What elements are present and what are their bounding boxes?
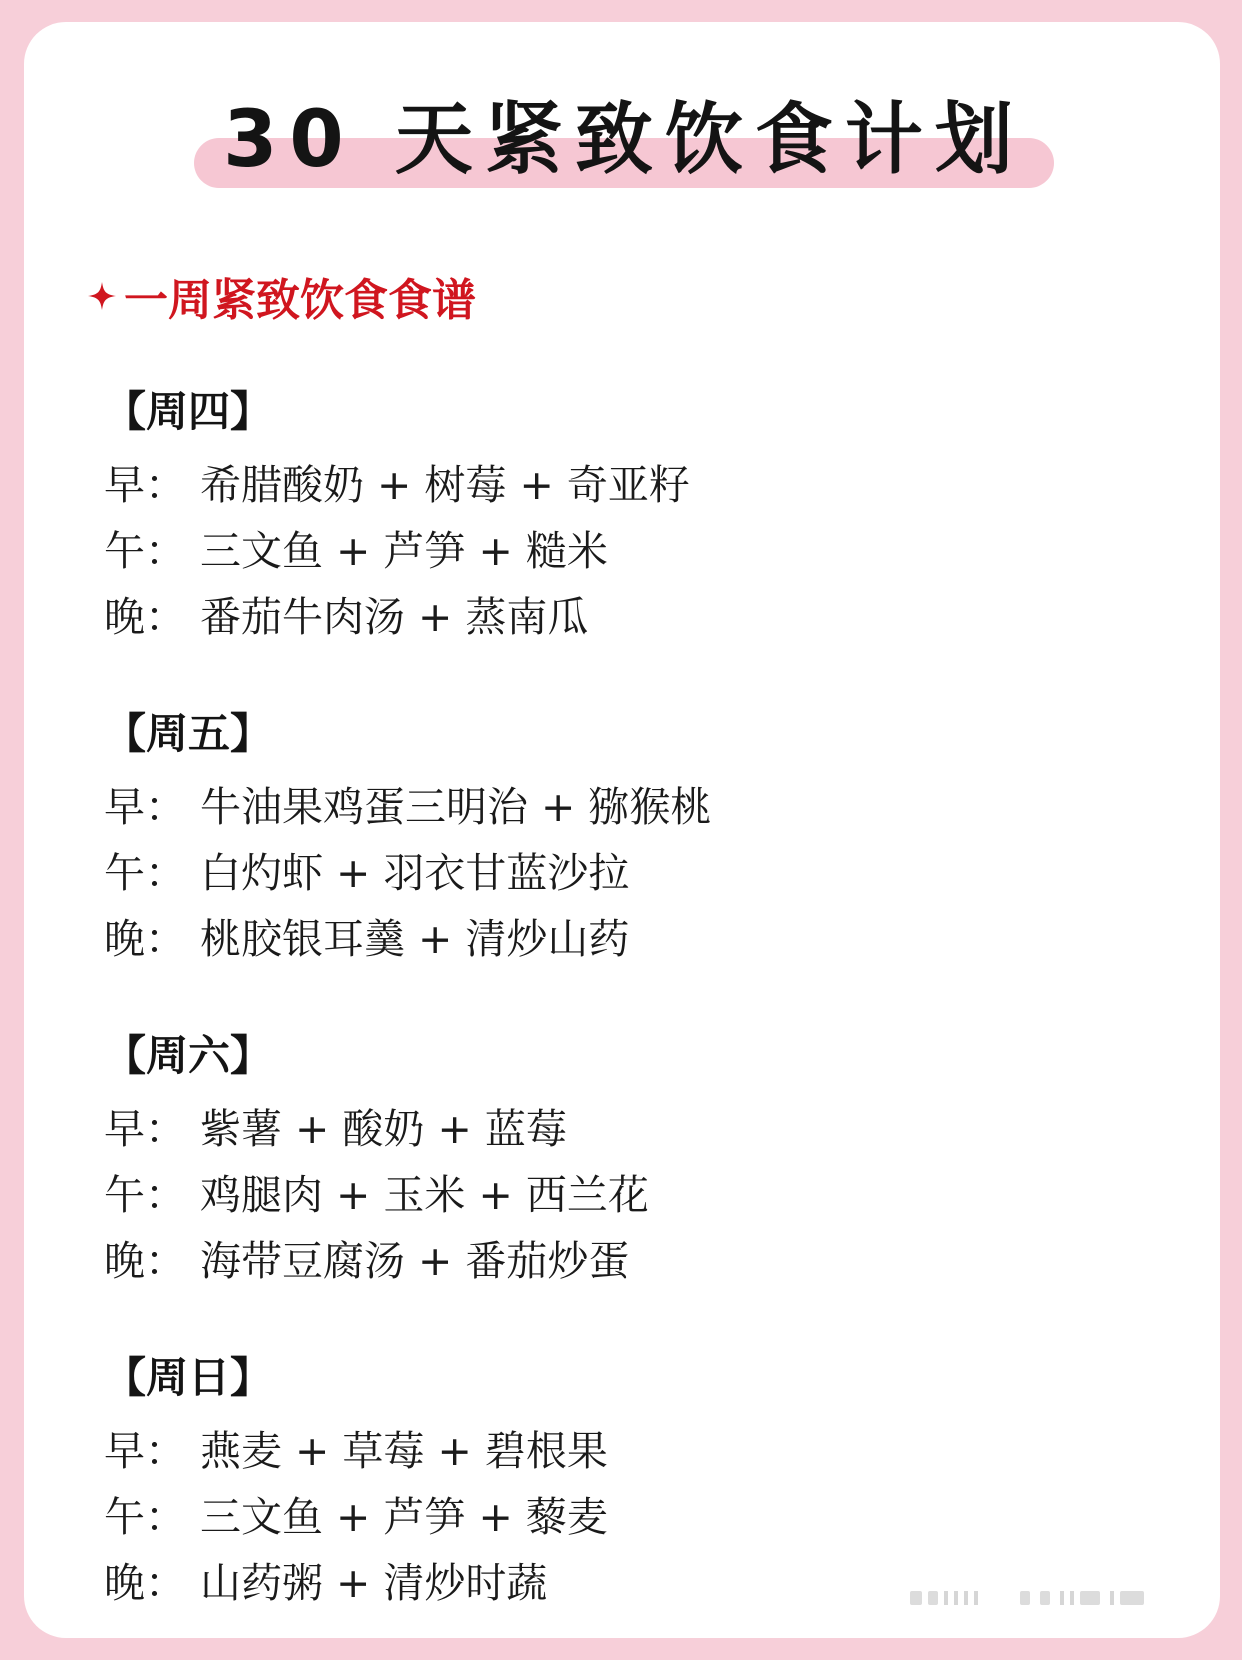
meal-label: 早： <box>104 1104 186 1153</box>
meal-row-breakfast <box>104 770 1104 836</box>
day-block-friday <box>104 704 1104 1026</box>
meal-row-lunch <box>104 1480 1104 1546</box>
meal-text: 希腊酸奶 + 树莓 + 奇亚籽 <box>200 460 690 509</box>
meal-label: 晚： <box>104 1236 186 1285</box>
day-header: 【周六】 <box>104 1031 273 1080</box>
meal-text: 鸡腿肉 + 玉米 + 西兰花 <box>200 1170 649 1219</box>
meal-row-lunch <box>104 1158 1104 1224</box>
meal-text: 牛油果鸡蛋三明治 + 猕猴桃 <box>200 782 712 831</box>
content-card <box>24 22 1220 1638</box>
meal-row-breakfast <box>104 1414 1104 1480</box>
meal-text: 三文鱼 + 芦笋 + 糙米 <box>200 526 608 575</box>
title-block <box>194 90 1054 190</box>
day-header: 【周五】 <box>104 709 273 758</box>
meal-label: 午： <box>104 1170 186 1219</box>
meal-label: 午： <box>104 1492 186 1541</box>
meal-label: 早： <box>104 1426 186 1475</box>
meal-text: 白灼虾 + 羽衣甘蓝沙拉 <box>200 848 630 897</box>
day-header: 【周日】 <box>104 1353 273 1402</box>
meal-label: 晚： <box>104 1558 186 1607</box>
section-title-text: 一周紧致饮食食谱 <box>124 275 476 326</box>
meal-text: 三文鱼 + 芦笋 + 藜麦 <box>200 1492 608 1541</box>
day-block-saturday <box>104 1026 1104 1348</box>
meal-label: 午： <box>104 526 186 575</box>
meal-row-dinner <box>104 580 1104 646</box>
meal-text: 番茄牛肉汤 + 蒸南瓜 <box>200 592 589 641</box>
meal-row-lunch <box>104 836 1104 902</box>
meal-label: 晚： <box>104 914 186 963</box>
section-heading <box>82 266 476 326</box>
meal-row-breakfast <box>104 1092 1104 1158</box>
meal-text: 海带豆腐汤 + 番茄炒蛋 <box>200 1236 630 1285</box>
meal-text: 紫薯 + 酸奶 + 蓝莓 <box>200 1104 567 1153</box>
day-header: 【周四】 <box>104 387 273 436</box>
meal-label: 午： <box>104 848 186 897</box>
meal-label: 晚： <box>104 592 186 641</box>
meal-text: 燕麦 + 草莓 + 碧根果 <box>200 1426 608 1475</box>
four-point-star-icon <box>82 276 122 316</box>
day-block-sunday <box>104 1348 1104 1660</box>
meal-row-lunch <box>104 514 1104 580</box>
meal-text: 山药粥 + 清炒时蔬 <box>200 1558 548 1607</box>
meal-text: 桃胶银耳羹 + 清炒山药 <box>200 914 630 963</box>
meal-label: 早： <box>104 782 186 831</box>
meal-row-breakfast <box>104 448 1104 514</box>
meal-row-dinner <box>104 902 1104 968</box>
meal-row-dinner <box>104 1224 1104 1290</box>
page-title: 30 天紧致饮食计划 <box>223 95 1025 185</box>
watermark-glyphs <box>910 1588 1150 1608</box>
weekly-menu <box>104 382 1104 1660</box>
meal-label: 早： <box>104 460 186 509</box>
day-block-thursday <box>104 382 1104 704</box>
